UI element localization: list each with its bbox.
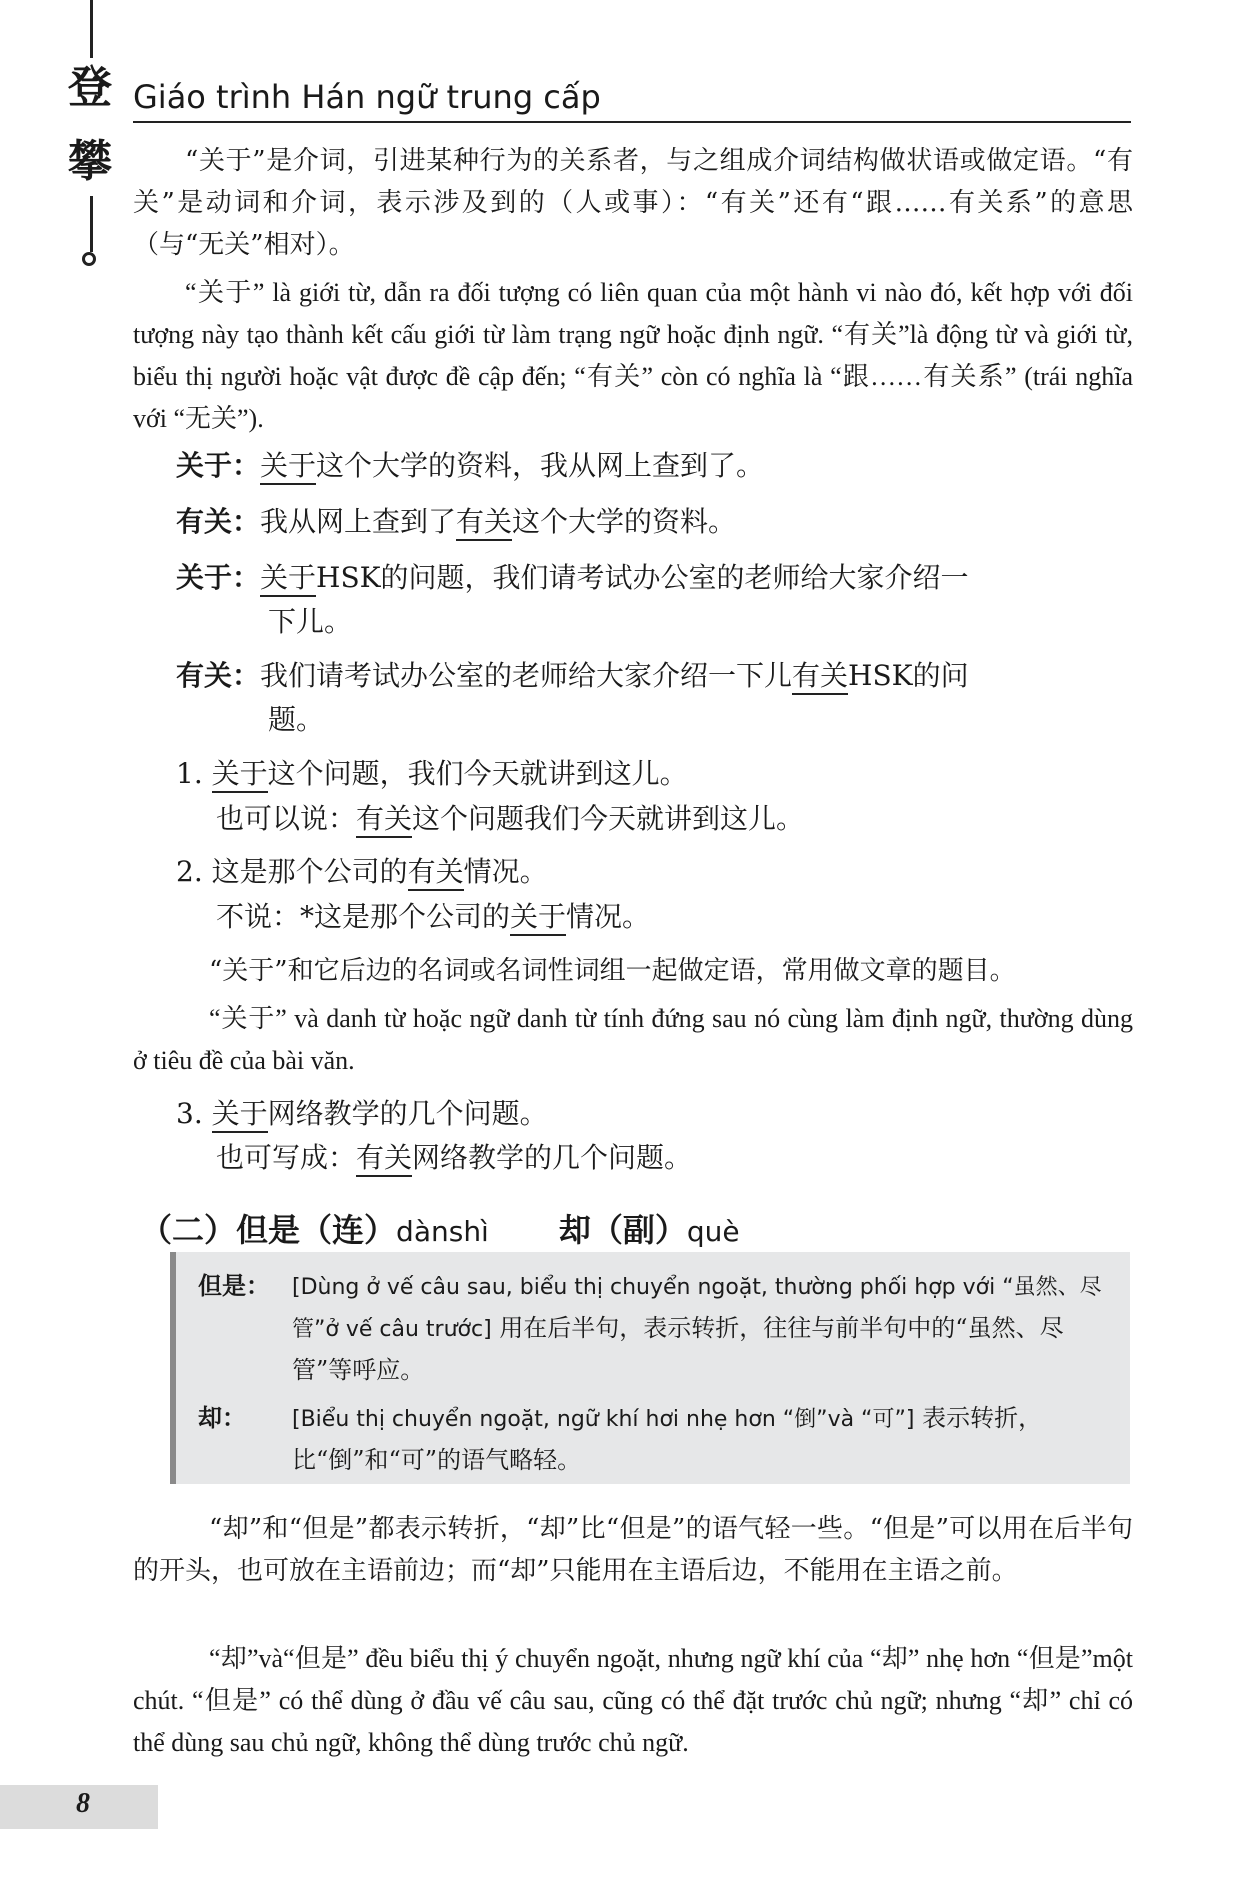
- definition-box-bar: [170, 1252, 176, 1484]
- book-title: Giáo trình Hán ngữ trung cấp: [133, 78, 601, 116]
- page-number: 8: [76, 1788, 90, 1819]
- pair-1: 关于：关于这个大学的资料，我从网上查到了。: [176, 444, 764, 488]
- pair-4-cont: 题。: [268, 703, 325, 736]
- intro-zh: “关于”是介词，引进某种行为的关系者，与之组成介词结构做状语或做定语。“有关”是动词和介词，表示涉及到的（人或事）：“有关”还有“跟……有关系”的意思（与“无关”相对）。: [133, 146, 1133, 260]
- closing-zh: “却”和“但是”都表示转折，“却”比“但是”的语气轻一些。“但是”可以用在后半句的开头，也可放在主语前边；而“却”只能用在主语后边，不能用在主语之前。: [133, 1514, 1133, 1586]
- def-2-body: [Biểu thị chuyển ngoặt, ngữ khí hơi nhẹ hơn “倒”và “可”] 表示转折，比“倒”和“可”的语气略轻。: [292, 1404, 1043, 1474]
- pair-3: 关于：关于HSK的问题，我们请考试办公室的老师给大家介绍一: [176, 556, 969, 600]
- example-3: 3. 关于网络教学的几个问题。: [176, 1092, 548, 1136]
- def-1-body: [Dùng ở vế câu sau, biểu thị chuyển ngoặt, thường phối hợp với “虽然、尽管”ở vế câu trước] 用在后半句，表示转折，往往与前半句中的“虽然、尽管”等呼应。: [292, 1275, 1102, 1384]
- decor-line-top: [90, 0, 93, 58]
- example-2: 2. 这是那个公司的有关情况。: [176, 850, 548, 894]
- decor-circle: [82, 252, 96, 266]
- example-1-alt: 也可以说：有关这个问题我们今天就讲到这儿。: [216, 797, 804, 841]
- vertical-char-2: 攀: [68, 136, 112, 187]
- pair-2: 有关：我从网上查到了有关这个大学的资料。: [176, 500, 736, 544]
- vertical-char-1: 登: [68, 62, 112, 113]
- header-rule: [133, 121, 1131, 123]
- def-1-label: 但是：: [198, 1272, 270, 1300]
- def-2-label: 却：: [198, 1404, 246, 1432]
- note-vi: “关于” và danh từ hoặc ngữ danh từ tính đứng sau nó cùng làm định ngữ, thường dùng ở tiêu đề của bài văn.: [133, 1004, 1133, 1075]
- closing-vi: “却”và“但是” đều biểu thị ý chuyển ngoặt, nhưng ngữ khí của “却” nhẹ hơn “但是”một chút. “但是” có thể dùng ở đầu vế câu sau, cũng có thể đặt trước chủ ngữ; nhưng “却” chỉ có thể dùng sau chủ ngữ, không thể dùng trước chủ ngữ.: [133, 1644, 1133, 1757]
- pair-3-cont: 下儿。: [268, 605, 353, 638]
- example-2-alt: 不说：*这是那个公司的关于情况。: [216, 895, 650, 939]
- pair-4: 有关：我们请考试办公室的老师给大家介绍一下儿有关HSK的问: [176, 654, 969, 698]
- section-heading: （二）但是（连）dànshì 却（副）què: [140, 1211, 740, 1249]
- decor-line-bottom: [90, 196, 93, 252]
- note-zh: “关于”和它后边的名词或名词性词组一起做定语，常用做文章的题目。: [209, 956, 1016, 986]
- example-3-alt: 也可写成：有关网络教学的几个问题。: [216, 1136, 692, 1180]
- intro-vi: “关于” là giới từ, dẫn ra đối tượng có liên quan của một hành vi nào đó, kết hợp với đối tượng này tạo thành kết cấu giới từ làm trạng ngữ hoặc định ngữ. “有关”là động từ và giới từ, biểu thị người hoặc vật được đề cập đến; “有关” còn có nghĩa là “跟……有关系” (trái nghĩa với “无关”).: [133, 278, 1133, 433]
- example-1: 1. 关于这个问题，我们今天就讲到这儿。: [176, 752, 688, 796]
